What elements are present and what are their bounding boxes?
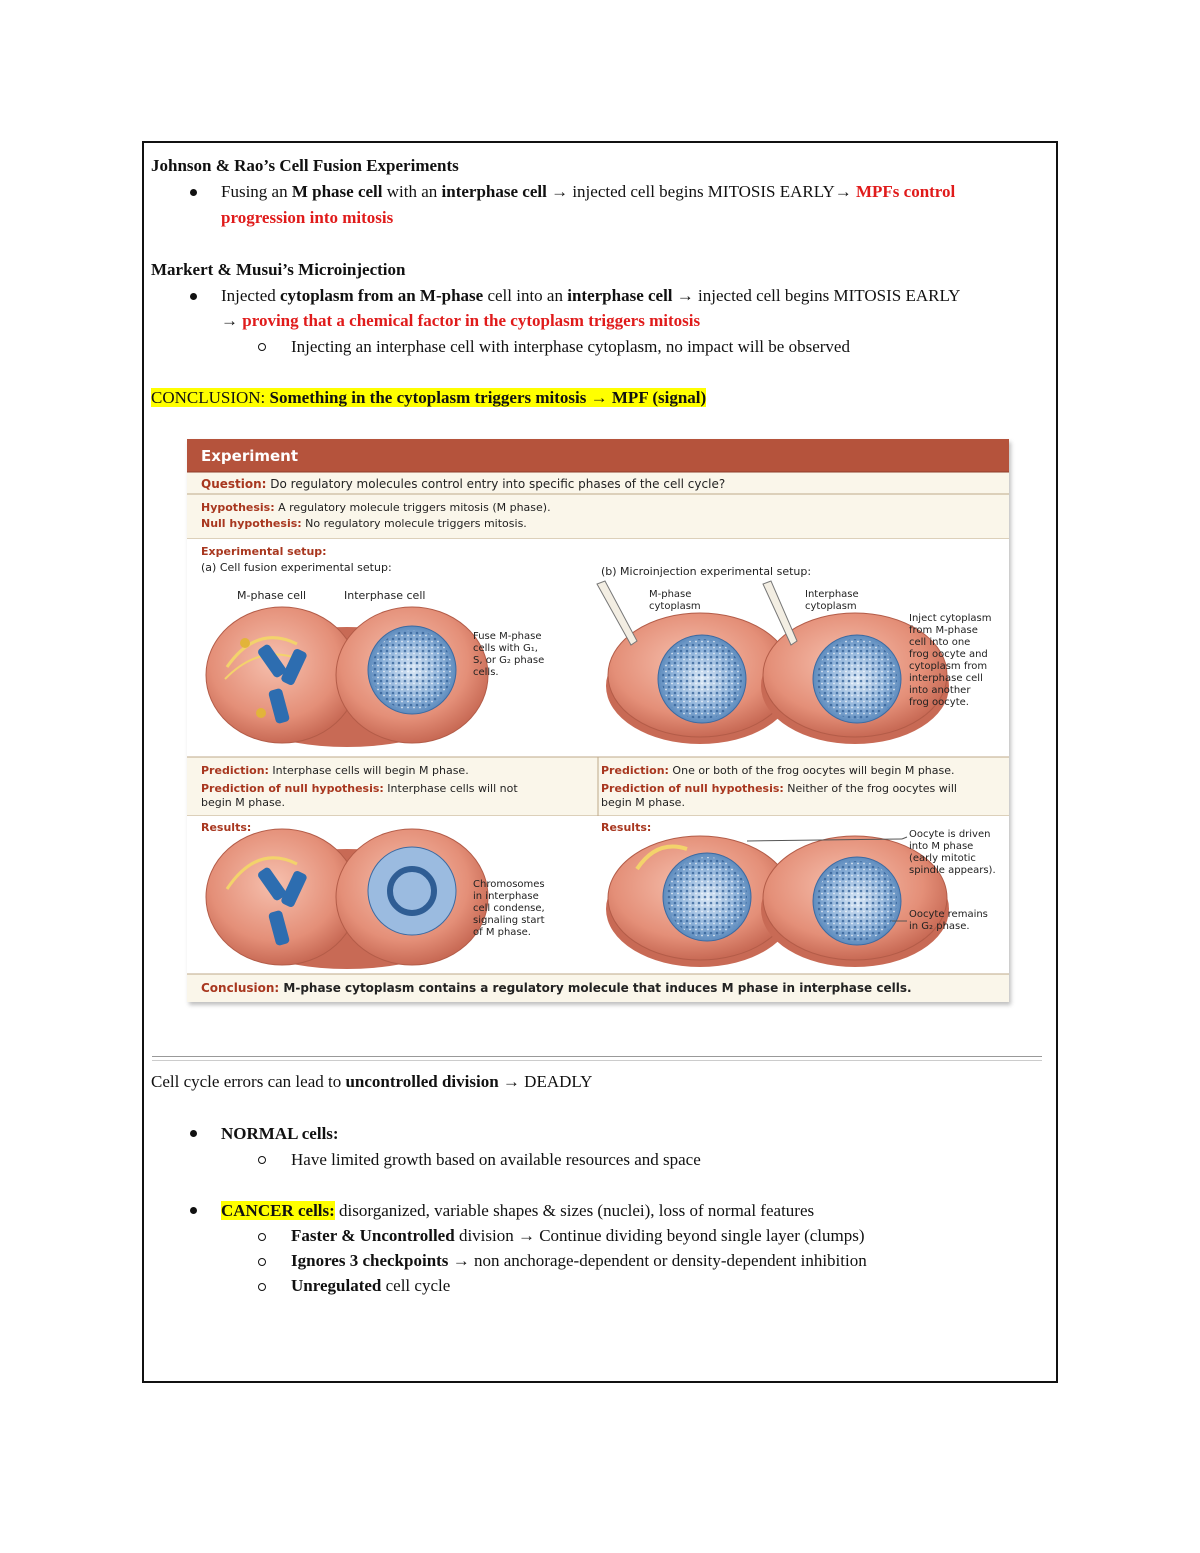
- bullet-dot: [190, 1130, 197, 1137]
- section1-bullet-cont: progression into mitosis: [221, 208, 394, 227]
- mphase-cytoplasm-label: M-phase cytoplasm: [649, 589, 701, 612]
- inject-note: Inject cytoplasm from M-phase cell into one frog oocyte and cytoplasm from interphase cell into another frog oocyte.: [909, 613, 992, 708]
- cancer-sub-2: Ignores 3 checkpoints → non anchorage-dependent or density-dependent inhibition: [291, 1251, 867, 1270]
- section1-title: Johnson & Rao’s Cell Fusion Experiments: [151, 156, 459, 175]
- interphase-cytoplasm-label: Interphase cytoplasm: [805, 589, 859, 612]
- bullet-dot: [190, 1207, 197, 1214]
- section3-intro: Cell cycle errors can lead to uncontrolled division → DEADLY: [151, 1072, 593, 1091]
- figure-header-bar: [187, 439, 1009, 472]
- prediction-b: Prediction: One or both of the frog oocytes will begin M phase.: [601, 764, 955, 777]
- sub-bullet-circle: [258, 1258, 266, 1266]
- figure-conclusion: Conclusion: M-phase cytoplasm contains a regulatory molecule that induces M phase in interphase cells.: [201, 981, 912, 995]
- figure-header: Experiment: [201, 447, 299, 465]
- horizontal-divider: [152, 1056, 1042, 1061]
- section2-title: Markert & Musui’s Microinjection: [151, 260, 406, 279]
- cancer-sub-1: Faster & Uncontrolled division → Continue dividing beyond single layer (clumps): [291, 1226, 865, 1245]
- oocyte-driven-note: Oocyte is driven into M phase (early mitotic spindle appears).: [909, 829, 996, 876]
- section2-sub: Injecting an interphase cell with interphase cytoplasm, no impact will be observed: [291, 337, 850, 356]
- bullet-dot: [190, 189, 197, 196]
- results-a-label: Results:: [201, 821, 252, 834]
- figure-setup-a: (a) Cell fusion experimental setup:: [201, 561, 392, 574]
- sub-bullet-circle: [258, 1233, 266, 1241]
- section2-bullet-cont: → proving that a chemical factor in the cytoplasm triggers mitosis: [221, 311, 701, 330]
- fuse-note: Fuse M-phase cells with G₁, S, or G₂ phase cells.: [473, 631, 545, 678]
- figure-setup-label: Experimental setup:: [201, 545, 327, 558]
- results-b-label: Results:: [601, 821, 652, 834]
- chromosome-note: Chromosomes in interphase cell condense, signaling start of M phase.: [473, 879, 545, 938]
- figure-setup-b: (b) Microinjection experimental setup:: [601, 565, 812, 578]
- figure-question: Question: Do regulatory molecules control entry into specific phases of the cell cycle?: [201, 477, 726, 491]
- null-prediction-b: Prediction of null hypothesis: Neither of the frog oocytes will: [601, 782, 957, 795]
- fused-cell-result: [206, 829, 488, 969]
- null-prediction-a-cont: begin M phase.: [201, 796, 285, 809]
- null-prediction-b-cont: begin M phase.: [601, 796, 685, 809]
- normal-cells-label: NORMAL cells:: [221, 1124, 339, 1143]
- conclusion-line: CONCLUSION: Something in the cytoplasm triggers mitosis → MPF (signal): [151, 388, 707, 407]
- fused-cell-setup: [206, 607, 488, 747]
- oocyte-remains-note: Oocyte remains in G₂ phase.: [909, 909, 988, 932]
- figure-hypothesis: Hypothesis: A regulatory molecule triggers mitosis (M phase).: [201, 501, 551, 514]
- prediction-a: Prediction: Interphase cells will begin M phase.: [201, 764, 469, 777]
- figure-null-hypothesis: Null hypothesis: No regulatory molecule triggers mitosis.: [201, 517, 527, 530]
- sub-bullet-circle: [258, 1283, 266, 1291]
- sub-bullet-circle: [258, 1156, 266, 1164]
- normal-cells-sub: Have limited growth based on available resources and space: [291, 1150, 701, 1169]
- sub-bullet-circle: [258, 343, 266, 351]
- section1-bullet: Fusing an M phase cell with an interphase cell → injected cell begins MITOSIS EARLY→ MPFs control: [221, 182, 956, 201]
- section2-bullet: Injected cytoplasm from an M-phase cell into an interphase cell → injected cell begins MITOSIS EARLY: [221, 286, 961, 305]
- experiment-figure: [187, 439, 1009, 1002]
- mphase-cell-label: M-phase cell: [237, 589, 307, 602]
- cancer-sub-3: Unregulated cell cycle: [291, 1276, 451, 1295]
- cancer-cells-line: CANCER cells: disorganized, variable shapes & sizes (nuclei), loss of normal features: [221, 1201, 815, 1220]
- bullet-dot: [190, 293, 197, 300]
- interphase-cell-label: Interphase cell: [344, 589, 426, 602]
- null-prediction-a: Prediction of null hypothesis: Interphase cells will not: [201, 782, 518, 795]
